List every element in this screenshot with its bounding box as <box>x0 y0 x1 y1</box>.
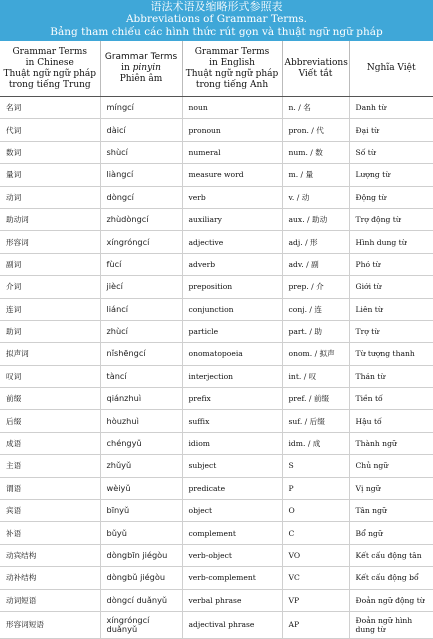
term-chinese: 名词 <box>0 97 100 119</box>
table-row <box>0 477 433 499</box>
term-english: complement <box>182 522 282 544</box>
term-english: object <box>182 500 282 522</box>
term-chinese: 形容词 <box>0 231 100 253</box>
term-chinese: 谓语 <box>0 477 100 499</box>
term-chinese: 介词 <box>0 276 100 298</box>
term-vietnamese: Đoản ngữ hình dung từ <box>349 611 433 638</box>
table-row <box>0 432 433 454</box>
term-abbreviation: idm. / 成 <box>282 432 349 454</box>
term-abbreviation: pref. / 前缀 <box>282 388 349 410</box>
term-chinese: 主语 <box>0 455 100 477</box>
term-abbreviation: n. / 名 <box>282 97 349 119</box>
term-abbreviation: suf. / 后缀 <box>282 410 349 432</box>
term-english: particle <box>182 320 282 342</box>
term-english: verb-complement <box>182 567 282 589</box>
term-vietnamese: Lượng từ <box>349 164 433 186</box>
term-vietnamese: Từ tượng thanh <box>349 343 433 365</box>
term-pinyin: dòngcí <box>100 186 182 208</box>
title-english: Abbreviations of Grammar Terms. <box>125 13 308 25</box>
page-header <box>0 0 433 41</box>
term-english: noun <box>182 97 282 119</box>
table-row <box>0 455 433 477</box>
term-chinese: 成语 <box>0 432 100 454</box>
term-chinese: 动补结构 <box>0 567 100 589</box>
term-vietnamese: Giới từ <box>349 276 433 298</box>
term-pinyin: fùcí <box>100 253 182 275</box>
term-vietnamese: Danh từ <box>349 97 433 119</box>
term-abbreviation: VO <box>282 544 349 566</box>
table-row <box>0 208 433 230</box>
term-vietnamese: Trợ từ <box>349 320 433 342</box>
term-pinyin: zhǔyǔ <box>100 455 182 477</box>
term-english: onomatopoeia <box>182 343 282 365</box>
column-header-english: Grammar Terms in English Thuật ngữ ngữ pháp trong tiếng Anh <box>182 41 282 97</box>
term-english: numeral <box>182 141 282 163</box>
term-english: suffix <box>182 410 282 432</box>
term-abbreviation: adv. / 副 <box>282 253 349 275</box>
term-pinyin: dàicí <box>100 119 182 141</box>
term-english: preposition <box>182 276 282 298</box>
term-pinyin: bǔyǔ <box>100 522 182 544</box>
term-english: subject <box>182 455 282 477</box>
term-vietnamese: Đại từ <box>349 119 433 141</box>
term-pinyin: qiánzhuì <box>100 388 182 410</box>
term-abbreviation: conj. / 连 <box>282 298 349 320</box>
term-pinyin: wèiyǔ <box>100 477 182 499</box>
column-header-chinese: Grammar Terms in Chinese Thuật ngữ ngữ pháp trong tiếng Trung <box>0 41 100 97</box>
term-english: verb-object <box>182 544 282 566</box>
term-abbreviation: num. / 数 <box>282 141 349 163</box>
term-chinese: 副词 <box>0 253 100 275</box>
table-header-row <box>0 41 433 97</box>
term-chinese: 量词 <box>0 164 100 186</box>
term-vietnamese: Kết cấu động bổ <box>349 567 433 589</box>
term-chinese: 前缀 <box>0 388 100 410</box>
term-vietnamese: Thán từ <box>349 365 433 387</box>
term-pinyin: dòngbǔ jiégòu <box>100 567 182 589</box>
table-row <box>0 500 433 522</box>
term-pinyin: xíngróngcí <box>100 231 182 253</box>
table-row <box>0 544 433 566</box>
table-row <box>0 388 433 410</box>
term-vietnamese: Vị ngữ <box>349 477 433 499</box>
term-vietnamese: Thành ngữ <box>349 432 433 454</box>
term-english: pronoun <box>182 119 282 141</box>
term-vietnamese: Tân ngữ <box>349 500 433 522</box>
term-pinyin: xíngróngcí duǎnyǔ <box>100 611 182 638</box>
term-vietnamese: Phó từ <box>349 253 433 275</box>
term-pinyin: hòuzhuì <box>100 410 182 432</box>
term-pinyin: bīnyǔ <box>100 500 182 522</box>
term-chinese: 代词 <box>0 119 100 141</box>
term-chinese: 形容词短语 <box>0 611 100 638</box>
term-chinese: 连词 <box>0 298 100 320</box>
term-english: predicate <box>182 477 282 499</box>
term-chinese: 动词 <box>0 186 100 208</box>
term-chinese: 宾语 <box>0 500 100 522</box>
term-vietnamese: Chủ ngữ <box>349 455 433 477</box>
table-row <box>0 141 433 163</box>
term-vietnamese: Tiền tố <box>349 388 433 410</box>
table-row <box>0 119 433 141</box>
term-pinyin: zhùdòngcí <box>100 208 182 230</box>
term-pinyin: jiècí <box>100 276 182 298</box>
term-vietnamese: Hình dung từ <box>349 231 433 253</box>
term-abbreviation: adj. / 形 <box>282 231 349 253</box>
term-english: interjection <box>182 365 282 387</box>
table-row <box>0 567 433 589</box>
term-abbreviation: v. / 动 <box>282 186 349 208</box>
term-abbreviation: part. / 助 <box>282 320 349 342</box>
term-chinese: 动词短语 <box>0 589 100 611</box>
table-row <box>0 253 433 275</box>
term-pinyin: dòngbīn jiégòu <box>100 544 182 566</box>
term-pinyin: shùcí <box>100 141 182 163</box>
term-vietnamese: Đoản ngữ động từ <box>349 589 433 611</box>
term-english: auxiliary <box>182 208 282 230</box>
term-abbreviation: O <box>282 500 349 522</box>
table-row <box>0 97 433 119</box>
table-row <box>0 186 433 208</box>
term-abbreviation: P <box>282 477 349 499</box>
term-english: prefix <box>182 388 282 410</box>
table-row <box>0 410 433 432</box>
table-row <box>0 164 433 186</box>
term-english: measure word <box>182 164 282 186</box>
term-english: adverb <box>182 253 282 275</box>
table-row <box>0 365 433 387</box>
table-row <box>0 298 433 320</box>
column-header-pinyin: Grammar Terms in pinyin Phiên âm <box>100 41 182 97</box>
term-abbreviation: int. / 叹 <box>282 365 349 387</box>
column-header-vietnamese: Nghĩa Việt <box>349 41 433 97</box>
term-pinyin: zhùcí <box>100 320 182 342</box>
term-abbreviation: VC <box>282 567 349 589</box>
grammar-terms-table <box>0 41 433 639</box>
term-vietnamese: Bổ ngữ <box>349 522 433 544</box>
title-vietnamese: Bảng tham chiếu các hình thức rút gọn và thuật ngữ ngữ pháp <box>50 26 383 38</box>
term-chinese: 叹词 <box>0 365 100 387</box>
term-abbreviation: C <box>282 522 349 544</box>
term-vietnamese: Động từ <box>349 186 433 208</box>
term-chinese: 后缀 <box>0 410 100 432</box>
term-english: idiom <box>182 432 282 454</box>
term-abbreviation: AP <box>282 611 349 638</box>
term-english: adjective <box>182 231 282 253</box>
column-header-abbreviation: Abbreviations Viết tắt <box>282 41 349 97</box>
term-english: conjunction <box>182 298 282 320</box>
term-english: verb <box>182 186 282 208</box>
term-chinese: 数词 <box>0 141 100 163</box>
table-row <box>0 589 433 611</box>
term-pinyin: chéngyǔ <box>100 432 182 454</box>
term-english: adjectival phrase <box>182 611 282 638</box>
term-vietnamese: Kết cấu động tân <box>349 544 433 566</box>
title-chinese: 语法术语及缩略形式参照表 <box>150 0 283 13</box>
table-row <box>0 231 433 253</box>
term-pinyin: liàngcí <box>100 164 182 186</box>
term-pinyin: nǐshēngcí <box>100 343 182 365</box>
term-vietnamese: Liên từ <box>349 298 433 320</box>
term-abbreviation: VP <box>282 589 349 611</box>
term-abbreviation: onom. / 拟声 <box>282 343 349 365</box>
table-row <box>0 522 433 544</box>
term-abbreviation: m. / 量 <box>282 164 349 186</box>
term-chinese: 补语 <box>0 522 100 544</box>
table-row <box>0 276 433 298</box>
term-pinyin: dòngcí duǎnyǔ <box>100 589 182 611</box>
term-pinyin: míngcí <box>100 97 182 119</box>
table-row <box>0 611 433 638</box>
term-vietnamese: Hậu tố <box>349 410 433 432</box>
term-abbreviation: pron. / 代 <box>282 119 349 141</box>
table-row <box>0 343 433 365</box>
term-english: verbal phrase <box>182 589 282 611</box>
term-chinese: 助动词 <box>0 208 100 230</box>
term-abbreviation: aux. / 助动 <box>282 208 349 230</box>
term-chinese: 动宾结构 <box>0 544 100 566</box>
term-abbreviation: S <box>282 455 349 477</box>
term-abbreviation: prep. / 介 <box>282 276 349 298</box>
term-chinese: 拟声词 <box>0 343 100 365</box>
table-row <box>0 320 433 342</box>
term-chinese: 助词 <box>0 320 100 342</box>
term-pinyin: liáncí <box>100 298 182 320</box>
term-vietnamese: Trợ động từ <box>349 208 433 230</box>
term-pinyin: tàncí <box>100 365 182 387</box>
term-vietnamese: Số từ <box>349 141 433 163</box>
